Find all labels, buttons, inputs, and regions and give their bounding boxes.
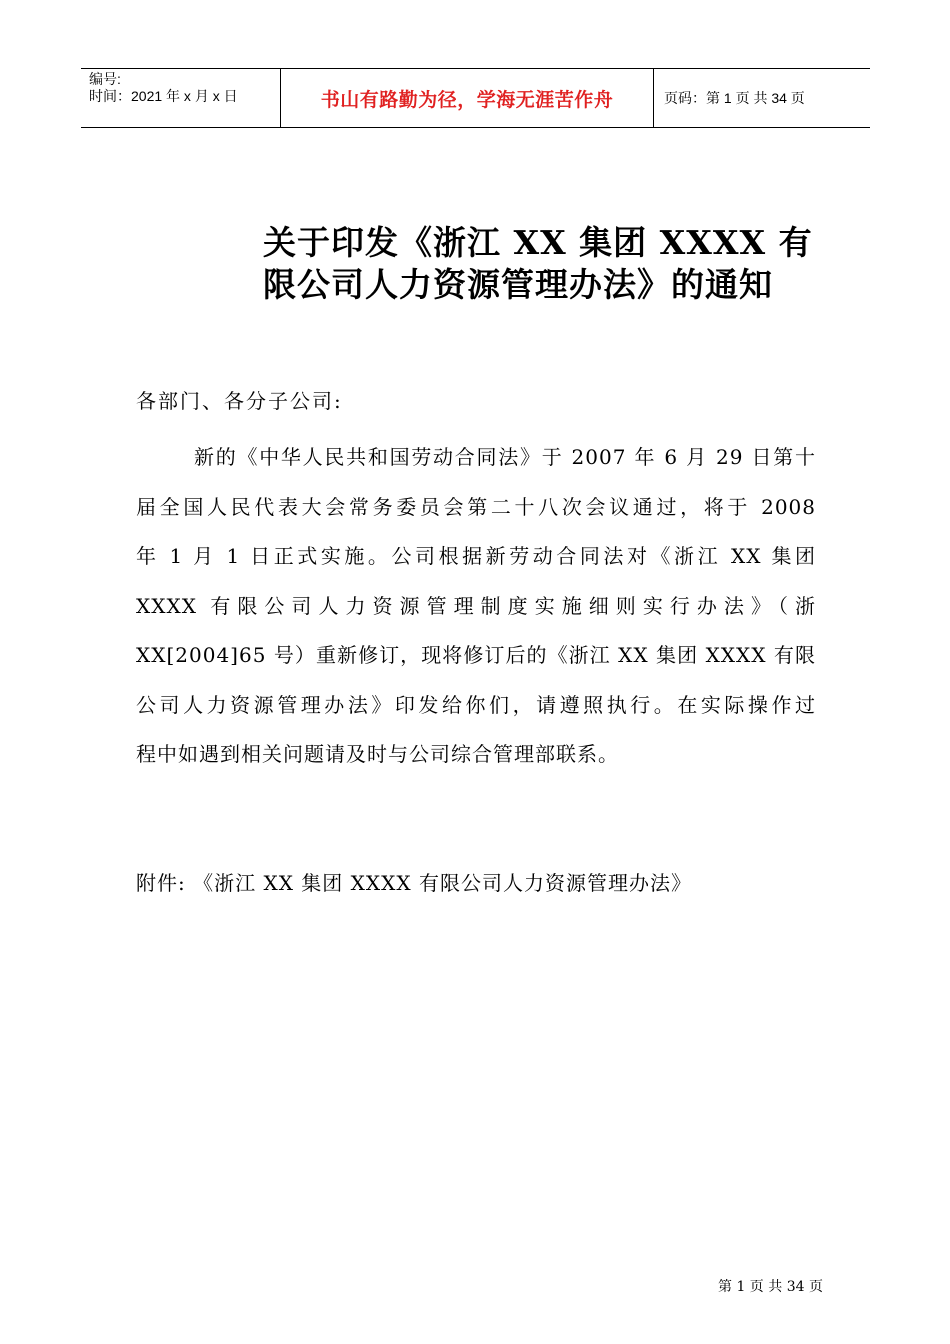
body-line: 年 1 月 1 日正式实施。公司根据新劳动合同法对《浙江 XX 集团	[136, 544, 816, 568]
document-date-label: 时间：2021 年 x 月 x 日	[89, 88, 238, 104]
document-header	[81, 68, 870, 128]
title-line: 限公司人力资源管理办法》的通知	[263, 265, 773, 304]
document-number-label: 编号:	[89, 71, 121, 87]
page-footer: 第 1 页 共 34 页	[718, 1279, 823, 1295]
body-line: XX[2004]65 号）重新修订，现将修订后的《浙江 XX 集团 XXXX 有限	[136, 643, 816, 667]
attachment-note: 附件: 《浙江 XX 集团 XXXX 有限公司人力资源管理办法》	[136, 871, 692, 895]
header-motto: 书山有路勤为径，学海无涯苦作舟	[320, 88, 614, 111]
body-paragraph	[136, 433, 816, 780]
body-line: 新的《中华人民共和国劳动合同法》于 2007 年 6 月 29 日第十	[194, 445, 816, 469]
header-motto-cell	[281, 69, 654, 127]
header-meta-cell	[81, 69, 281, 127]
salutation: 各部门、各分子公司:	[136, 389, 343, 413]
header-page-cell	[654, 69, 870, 127]
body-line: 程中如遇到相关问题请及时与公司综合管理部联系。	[136, 742, 619, 766]
body-line: 届全国人民代表大会常务委员会第二十八次会议通过，将于 2008	[136, 494, 816, 519]
body-line: XXXX 有限公司人力资源管理制度实施细则实行办法》（浙	[136, 593, 816, 618]
header-page-info: 页码：第 1 页 共 34 页	[664, 90, 805, 106]
body-line: 公司人力资源管理办法》印发给你们，请遵照执行。在实际操作过	[136, 692, 816, 717]
document-title	[263, 222, 823, 306]
title-line: 关于印发《浙江 XX 集团 XXXX 有	[263, 223, 813, 262]
